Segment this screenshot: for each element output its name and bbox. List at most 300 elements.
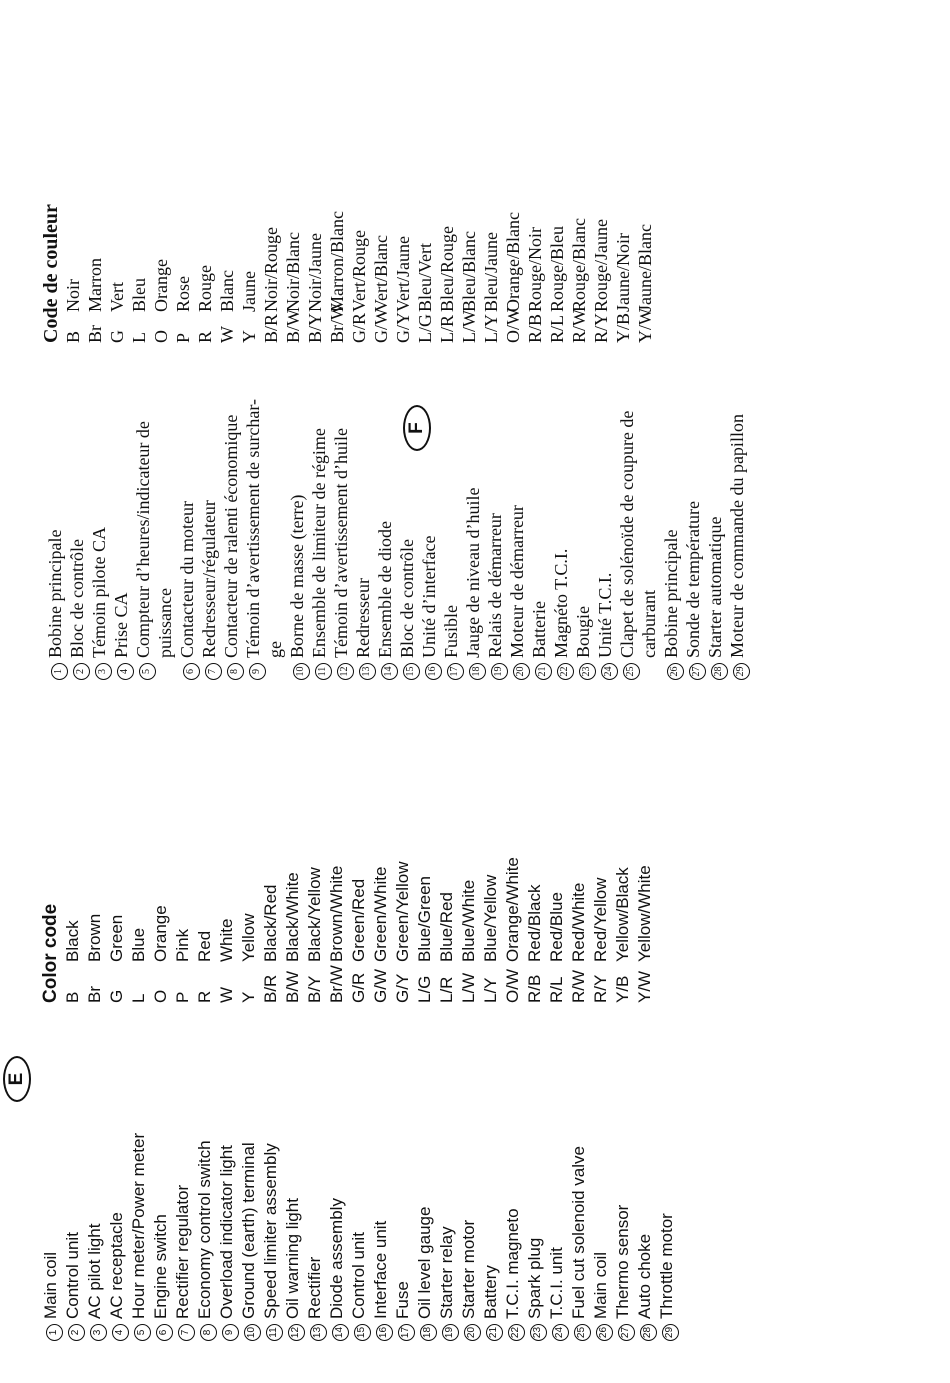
- item-number: [282, 1319, 304, 1341]
- item-label: Jauge de niveau d’huile: [463, 487, 483, 658]
- parts-list-item: [458, 1133, 480, 1341]
- color-abbreviation: L/W: [459, 972, 478, 1003]
- item-label: Sonde de température: [683, 501, 703, 658]
- item-label: Magnéto T.C.I.: [551, 548, 571, 658]
- color-code-row: [502, 857, 524, 1003]
- color-abbreviation: Br/W: [327, 965, 346, 1003]
- color-abbreviation: R: [195, 330, 215, 343]
- item-number: [656, 1319, 678, 1341]
- color-code-row: [348, 204, 370, 343]
- parts-list-item: [528, 399, 550, 680]
- item-number: [458, 1319, 480, 1341]
- item-number-badge: 9: [249, 663, 266, 680]
- parts-list-item: [726, 399, 748, 680]
- parts-list-item: [128, 1133, 150, 1341]
- item-label: Economy control switch: [195, 1140, 214, 1319]
- color-abbreviation: O/W: [503, 308, 523, 343]
- color-code-row: [128, 857, 150, 1003]
- color-abbreviation: W: [217, 326, 237, 343]
- item-label: Thermo sensor: [613, 1204, 632, 1319]
- color-abbreviation: R/W: [569, 969, 588, 1003]
- item-label: Batterie: [529, 601, 549, 658]
- color-code-row: [480, 204, 502, 343]
- color-name: Blue/Green: [415, 876, 434, 962]
- color-name: Bleu/Jaune: [481, 232, 501, 312]
- color-name: Orange/Blanc: [503, 212, 523, 312]
- item-number: [260, 1319, 282, 1341]
- color-code-row: [348, 857, 370, 1003]
- item-number: [352, 658, 374, 680]
- parts-list-item: [656, 1133, 678, 1341]
- parts-list-item: [568, 1133, 590, 1341]
- color-abbreviation: P: [173, 991, 192, 1003]
- color-code-row: [612, 204, 634, 343]
- color-code-row: [392, 204, 414, 343]
- item-number: [238, 1319, 260, 1341]
- parts-list-item: [110, 399, 132, 680]
- color-code-row: [568, 204, 590, 343]
- item-number: [216, 1319, 238, 1341]
- color-abbreviation: Y/W: [635, 970, 654, 1003]
- color-code-row: [128, 204, 150, 343]
- parts-list-item: [62, 1133, 84, 1341]
- color-abbreviation: G: [107, 330, 127, 343]
- color-code-row: [370, 204, 392, 343]
- item-number-badge: 22: [557, 663, 574, 680]
- color-name: Orange/White: [503, 857, 522, 962]
- color-name: Brown: [85, 913, 104, 962]
- color-abbreviation: Br/W: [327, 303, 347, 343]
- color-abbreviation: R/B: [525, 974, 544, 1003]
- item-label: Oil warning light: [283, 1198, 302, 1319]
- color-abbreviation: O: [151, 330, 171, 343]
- parts-list-item: [572, 399, 594, 680]
- color-code-row: [150, 204, 172, 343]
- color-name: Green/Red: [349, 878, 368, 962]
- item-label: Borne de masse (terre): [287, 494, 307, 658]
- item-number: [304, 1319, 326, 1341]
- color-abbreviation: G: [107, 989, 126, 1003]
- color-code-row: [568, 857, 590, 1003]
- item-number-badge: 7: [205, 663, 222, 680]
- item-number-badge: 12: [288, 1324, 305, 1341]
- item-number: [590, 1319, 612, 1341]
- item-number-badge: 1: [51, 663, 68, 680]
- item-number-badge: 24: [601, 663, 618, 680]
- item-number: [348, 1319, 370, 1341]
- item-number-badge: 24: [552, 1324, 569, 1341]
- parts-list-item: [66, 399, 88, 680]
- item-label: Auto choke: [635, 1233, 654, 1319]
- color-name: Rouge/Jaune: [591, 219, 611, 312]
- item-label: Bloc de contrôle: [67, 539, 87, 658]
- item-number-badge: 15: [354, 1324, 371, 1341]
- item-number: [462, 658, 484, 680]
- item-number-badge: 7: [178, 1324, 195, 1341]
- item-number: [172, 1319, 194, 1341]
- code-de-couleur-heading: Code de couleur: [40, 204, 62, 343]
- color-name: Marron/Blanc: [327, 211, 347, 312]
- color-code-row: [326, 204, 348, 343]
- color-code-row: [458, 204, 480, 343]
- color-code-row: [216, 857, 238, 1003]
- item-number-badge: 4: [112, 1324, 129, 1341]
- color-code-row: [370, 857, 392, 1003]
- item-number-badge: 10: [244, 1324, 261, 1341]
- color-abbreviation: G/R: [349, 972, 368, 1003]
- item-label: Starter automatique: [705, 516, 725, 658]
- item-number-badge: 25: [574, 1324, 591, 1341]
- parts-list-item: [506, 399, 528, 680]
- color-abbreviation: R/L: [547, 976, 566, 1003]
- color-name: Yellow/White: [635, 865, 654, 962]
- item-number: [480, 1319, 502, 1341]
- color-code-row: [436, 857, 458, 1003]
- item-number: [550, 658, 572, 680]
- parts-list-item: [84, 1133, 106, 1341]
- section-e-parts-list: [40, 1133, 678, 1341]
- item-number-badge: 8: [227, 663, 244, 680]
- parts-list-item: [326, 1133, 348, 1341]
- item-number: [220, 658, 242, 680]
- color-abbreviation: L/W: [459, 310, 479, 343]
- item-number-badge: 27: [689, 663, 706, 680]
- color-code-row: [238, 857, 260, 1003]
- item-label: Starter motor: [459, 1219, 478, 1319]
- color-abbreviation: Y/B: [613, 975, 632, 1003]
- color-abbreviation: Y: [239, 991, 258, 1003]
- color-abbreviation: Y: [239, 330, 259, 343]
- parts-list-item: [216, 1133, 238, 1341]
- item-number-badge: 11: [315, 663, 332, 680]
- color-abbreviation: Y/B: [613, 312, 633, 343]
- item-label: Diode assembly: [327, 1198, 346, 1319]
- item-number: [326, 1319, 348, 1341]
- color-abbreviation: Br: [85, 325, 105, 343]
- item-number: [392, 1319, 414, 1341]
- parts-list-item: [594, 399, 616, 680]
- item-number-badge: 18: [420, 1324, 437, 1341]
- color-abbreviation: L/Y: [481, 314, 501, 343]
- color-name: Jaune: [239, 271, 259, 312]
- color-abbreviation: G/Y: [393, 312, 413, 343]
- color-code-row: [282, 857, 304, 1003]
- item-label: Control unit: [63, 1232, 82, 1319]
- item-label: Moteur de démarreur: [507, 505, 527, 658]
- item-number-badge: 19: [491, 663, 508, 680]
- item-label: Témoin d’avertissement d’huile: [331, 428, 351, 658]
- color-name: Vert/Blanc: [371, 235, 391, 312]
- item-number-badge: 26: [667, 663, 684, 680]
- parts-list-item: [242, 399, 264, 680]
- item-number: [682, 658, 704, 680]
- color-name: Red/White: [569, 882, 588, 962]
- item-label: Spark plug: [525, 1237, 544, 1319]
- color-name: Vert: [107, 282, 127, 312]
- item-label: Redresseur/régulateur: [199, 500, 219, 658]
- item-label: AC pilot light: [85, 1223, 104, 1319]
- color-abbreviation: O/W: [503, 969, 522, 1003]
- parts-list-item: [194, 1133, 216, 1341]
- item-label: Unité T.C.I.: [595, 572, 615, 658]
- item-number: [370, 1319, 392, 1341]
- color-abbreviation: O: [151, 989, 170, 1003]
- parts-list-item: [436, 1133, 458, 1341]
- item-label: Throttle motor: [657, 1213, 676, 1319]
- color-name: Brown/White: [327, 865, 346, 962]
- color-code-row: [238, 204, 260, 343]
- color-code-row: [634, 204, 656, 343]
- parts-list-item: [660, 399, 682, 680]
- item-number: [660, 658, 682, 680]
- item-number-badge: 10: [293, 663, 310, 680]
- parts-list-item: [44, 399, 66, 680]
- color-abbreviation: R/W: [569, 309, 589, 343]
- item-label: AC receptacle: [107, 1212, 126, 1319]
- color-code-row: [436, 204, 458, 343]
- parts-list-item: [502, 1133, 524, 1341]
- parts-list-item: [704, 399, 726, 680]
- color-code-row: [62, 204, 84, 343]
- color-abbreviation: L/R: [437, 976, 456, 1003]
- color-abbreviation: B/Y: [305, 312, 325, 343]
- color-abbreviation: B/W: [283, 309, 303, 343]
- color-abbreviation: Br: [85, 986, 104, 1003]
- item-number: [150, 1319, 172, 1341]
- item-number-badge: 6: [183, 663, 200, 680]
- color-name: White: [217, 918, 236, 962]
- item-number: [396, 658, 418, 680]
- item-number-badge: 15: [403, 663, 420, 680]
- color-code-row: [392, 857, 414, 1003]
- parts-list-item: [106, 1133, 128, 1341]
- color-code-row: [634, 857, 656, 1003]
- item-label: Interface unit: [371, 1220, 390, 1319]
- color-abbreviation: R/Y: [591, 312, 611, 343]
- color-name: Blanc: [217, 270, 237, 312]
- color-abbreviation: G/W: [371, 308, 391, 343]
- item-number: [308, 658, 330, 680]
- item-label: puissance: [155, 588, 175, 658]
- item-number: [418, 658, 440, 680]
- color-code-row: [194, 857, 216, 1003]
- parts-list-item: [638, 399, 660, 680]
- item-label: Rectifier: [305, 1256, 324, 1319]
- color-name: Vert/Rouge: [349, 230, 369, 312]
- color-abbreviation: Y/W: [635, 308, 655, 343]
- item-label: Bloc de contrôle: [397, 539, 417, 658]
- color-name: Orange: [151, 905, 170, 962]
- item-number-badge: 2: [73, 663, 90, 680]
- item-number-badge: 9: [222, 1324, 239, 1341]
- item-label: T.C.I. magneto: [503, 1208, 522, 1319]
- item-number-badge: 20: [513, 663, 530, 680]
- item-number: [528, 658, 550, 680]
- item-number: [726, 658, 748, 680]
- color-abbreviation: G/W: [371, 969, 390, 1003]
- item-label: Bobine principale: [45, 529, 65, 658]
- item-label: Clapet de solénoïde de coupure de: [617, 410, 637, 658]
- parts-list-item: [550, 399, 572, 680]
- color-code-row: [260, 204, 282, 343]
- item-label: Fusible: [441, 604, 461, 658]
- color-name: Rouge/Blanc: [569, 218, 589, 312]
- item-number-badge: 29: [662, 1324, 679, 1341]
- item-label: Prise CA: [111, 592, 131, 658]
- parts-list-item: [198, 399, 220, 680]
- item-number-badge: 12: [337, 663, 354, 680]
- item-number: [40, 1319, 62, 1341]
- item-number-badge: 16: [376, 1324, 393, 1341]
- item-number-badge: 13: [310, 1324, 327, 1341]
- color-abbreviation: W: [217, 986, 236, 1003]
- item-number: [44, 658, 66, 680]
- color-code-row: [150, 857, 172, 1003]
- item-number: [440, 658, 462, 680]
- color-name: Red/Blue: [547, 892, 566, 962]
- color-abbreviation: P: [173, 332, 193, 343]
- color-name: Green/Yellow: [393, 861, 412, 962]
- color-code-row: [524, 204, 546, 343]
- color-name: Noir/Rouge: [261, 227, 281, 312]
- item-label: Redresseur: [353, 578, 373, 658]
- color-abbreviation: L/G: [415, 314, 435, 343]
- parts-list-item: [154, 399, 176, 680]
- item-label: Ensemble de limiteur de régime: [309, 428, 329, 658]
- color-name: Black/Yellow: [305, 867, 324, 962]
- color-abbreviation: L: [129, 993, 148, 1003]
- color-code-heading: Color code: [40, 903, 61, 1003]
- parts-list-item: [524, 1133, 546, 1341]
- parts-list-item: [176, 399, 198, 680]
- item-number-badge: 14: [381, 663, 398, 680]
- color-name: Yellow: [239, 913, 258, 962]
- color-name: Green/White: [371, 866, 390, 962]
- color-abbreviation: B: [63, 991, 82, 1003]
- item-number-badge: 14: [332, 1324, 349, 1341]
- color-abbreviation: G/Y: [393, 973, 412, 1003]
- color-name: Red/Yellow: [591, 877, 610, 962]
- item-number: [546, 1319, 568, 1341]
- color-abbreviation: R/B: [525, 313, 545, 343]
- parts-list-item: [396, 399, 418, 680]
- color-code-row: [502, 204, 524, 343]
- item-number-badge: 19: [442, 1324, 459, 1341]
- item-number-badge: 5: [134, 1324, 151, 1341]
- color-code-row: [260, 857, 282, 1003]
- item-label: Contacteur du moteur: [177, 501, 197, 658]
- color-name: Noir/Blanc: [283, 232, 303, 312]
- parts-list-item: [88, 399, 110, 680]
- parts-list-item: [260, 1133, 282, 1341]
- parts-list-item: [330, 399, 352, 680]
- color-code-row: [62, 857, 84, 1003]
- item-number-badge: 22: [508, 1324, 525, 1341]
- color-name: Bleu/Rouge: [437, 226, 457, 312]
- parts-list-item: [616, 399, 638, 680]
- parts-list-item: [220, 399, 242, 680]
- item-number-badge: 23: [579, 663, 596, 680]
- item-number: [502, 1319, 524, 1341]
- parts-list-item: [414, 1133, 436, 1341]
- color-abbreviation: L/G: [415, 975, 434, 1003]
- item-label: Contacteur de ralenti économique: [221, 414, 241, 658]
- item-label: Ensemble de diode: [375, 521, 395, 658]
- item-label: Main coil: [41, 1251, 60, 1319]
- color-abbreviation: L/Y: [481, 977, 500, 1003]
- color-abbreviation: B/R: [261, 974, 280, 1003]
- color-name: Blue/Red: [437, 892, 456, 962]
- color-name: Green: [107, 914, 126, 962]
- color-name: Yellow/Black: [613, 867, 632, 962]
- color-name: Blue/White: [459, 879, 478, 962]
- color-name: Blue/Yellow: [481, 874, 500, 962]
- color-name: Marron: [85, 258, 105, 312]
- item-number: [286, 658, 308, 680]
- item-label: Starter relay: [437, 1226, 456, 1319]
- item-number-badge: 5: [139, 663, 156, 680]
- color-abbreviation: L: [129, 332, 149, 343]
- color-code-row: [612, 857, 634, 1003]
- parts-list-item: [370, 1133, 392, 1341]
- item-label: T.C.I. unit: [547, 1247, 566, 1319]
- item-label: Overload indicator light: [217, 1145, 236, 1319]
- item-number: [568, 1319, 590, 1341]
- color-name: Rose: [173, 276, 193, 312]
- parts-list-item: [418, 399, 440, 680]
- item-number-badge: 6: [156, 1324, 173, 1341]
- item-number: [66, 658, 88, 680]
- section-e-letter: E: [6, 1072, 27, 1086]
- item-label: carburant: [639, 590, 659, 658]
- item-number: [128, 1319, 150, 1341]
- color-name: Blue: [129, 927, 148, 962]
- item-number-badge: 8: [200, 1324, 217, 1341]
- color-name: Orange: [151, 259, 171, 312]
- item-number: [110, 658, 132, 680]
- item-label: Bobine principale: [661, 529, 681, 658]
- item-number-badge: 28: [640, 1324, 657, 1341]
- parts-list-item: [286, 399, 308, 680]
- color-name: Bleu: [129, 278, 149, 312]
- parts-list-item: [308, 399, 330, 680]
- item-number-badge: 17: [398, 1324, 415, 1341]
- color-code-row: [546, 857, 568, 1003]
- section-f-letter: F: [406, 422, 427, 434]
- section-e-badge: [3, 1056, 31, 1102]
- item-number: [414, 1319, 436, 1341]
- color-code-row: [282, 204, 304, 343]
- parts-list-item: [172, 1133, 194, 1341]
- color-code-row: [304, 204, 326, 343]
- item-number: [132, 658, 154, 680]
- color-code-row: [172, 857, 194, 1003]
- color-code-row: [590, 857, 612, 1003]
- color-name: Jaune/Blanc: [635, 224, 655, 312]
- color-abbreviation: R/Y: [591, 974, 610, 1003]
- color-abbreviation: L/R: [437, 314, 457, 343]
- color-abbreviation: B/W: [283, 970, 302, 1003]
- item-number: [194, 1319, 216, 1341]
- color-code-row: [304, 857, 326, 1003]
- color-name: Jaune/Noir: [613, 233, 633, 312]
- color-name: Noir/Jaune: [305, 233, 325, 312]
- color-name: Black: [63, 920, 82, 962]
- item-number-badge: 3: [95, 663, 112, 680]
- parts-list-item: [132, 399, 154, 680]
- item-label: ge: [265, 641, 285, 658]
- color-code-row: [326, 857, 348, 1003]
